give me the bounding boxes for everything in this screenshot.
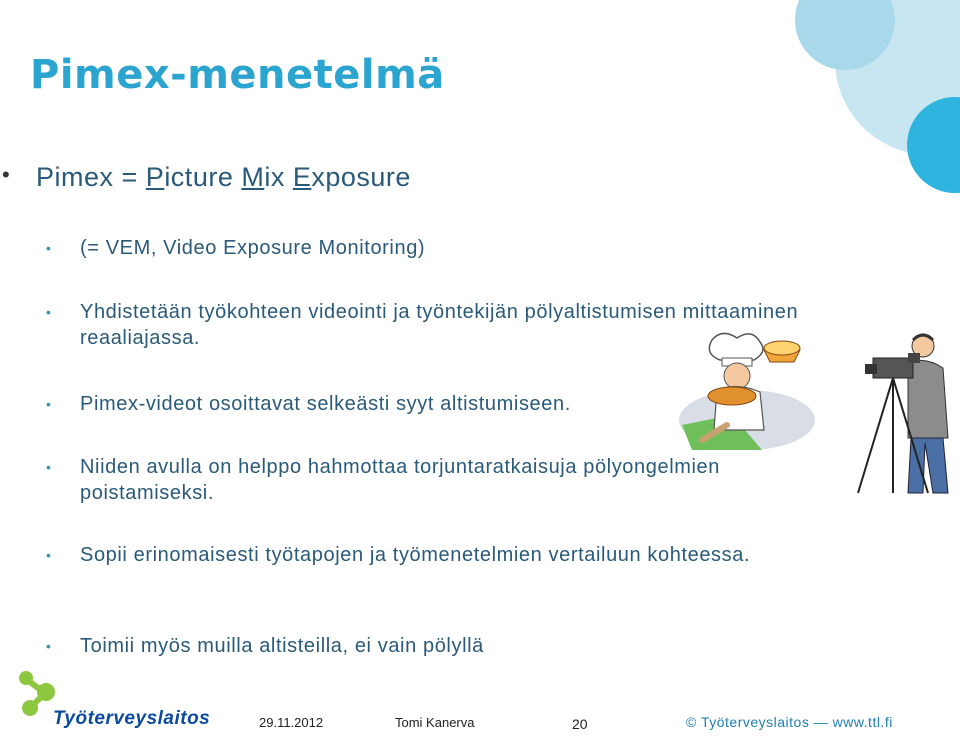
- sub-bullet-text: Sopii erinomaisesti työtapojen ja työmenetelmien vertailuun kohteessa.: [80, 544, 751, 566]
- bullet-dot: •: [46, 459, 52, 475]
- footer-date: 29.11.2012: [259, 715, 324, 730]
- sub-bullet-text: Pimex-videot osoittavat selkeästi syyt altistumiseen.: [80, 393, 571, 415]
- cameraman-illustration: [853, 328, 953, 498]
- main-bullet-p: P: [145, 162, 165, 192]
- footer-copyright: © Työterveyslaitos — www.ttl.fi: [686, 714, 893, 730]
- main-bullet-xposure: xposure: [311, 162, 411, 192]
- sub-bullet-text: Toimii myös muilla altisteilla, ei vain pölyllä: [80, 635, 484, 657]
- main-bullet-prefix: Pimex =: [36, 162, 146, 192]
- footer-author: Tomi Kanerva: [395, 715, 475, 730]
- sub-bullet-text: Yhdistetään työkohteen videointi ja työntekijän pölyaltistumisen mittaaminen reaaliajassa.: [80, 301, 799, 349]
- main-bullet-m: M: [241, 162, 265, 192]
- bullet-dot: •: [46, 638, 52, 654]
- chef-illustration: [672, 330, 817, 455]
- main-bullet-icture: icture: [164, 162, 242, 192]
- sub-bullet-text: Niiden avulla on helppo hahmottaa torjuntaratkaisuja pölyongelmien poistamiseksi.: [80, 456, 720, 504]
- main-bullet-e: E: [292, 162, 312, 192]
- circle-blue: [907, 97, 960, 193]
- sub-bullet-text: (= VEM, Video Exposure Monitoring): [80, 237, 426, 259]
- bullet-dot: •: [46, 240, 52, 256]
- logo-text: Työterveyslaitos: [53, 708, 211, 729]
- circle-light: [835, 0, 960, 155]
- circle-light-small: [795, 0, 895, 70]
- bullet-dot: •: [46, 396, 52, 412]
- bullet-dot: •: [2, 162, 10, 187]
- main-bullet-text: [36, 162, 411, 193]
- bullet-dot: •: [46, 547, 52, 563]
- slide-title: Pimex-menetelmä: [30, 52, 445, 98]
- page-number: 20: [572, 716, 588, 732]
- bullet-dot: •: [46, 304, 52, 320]
- main-bullet-ix: ix: [264, 162, 293, 192]
